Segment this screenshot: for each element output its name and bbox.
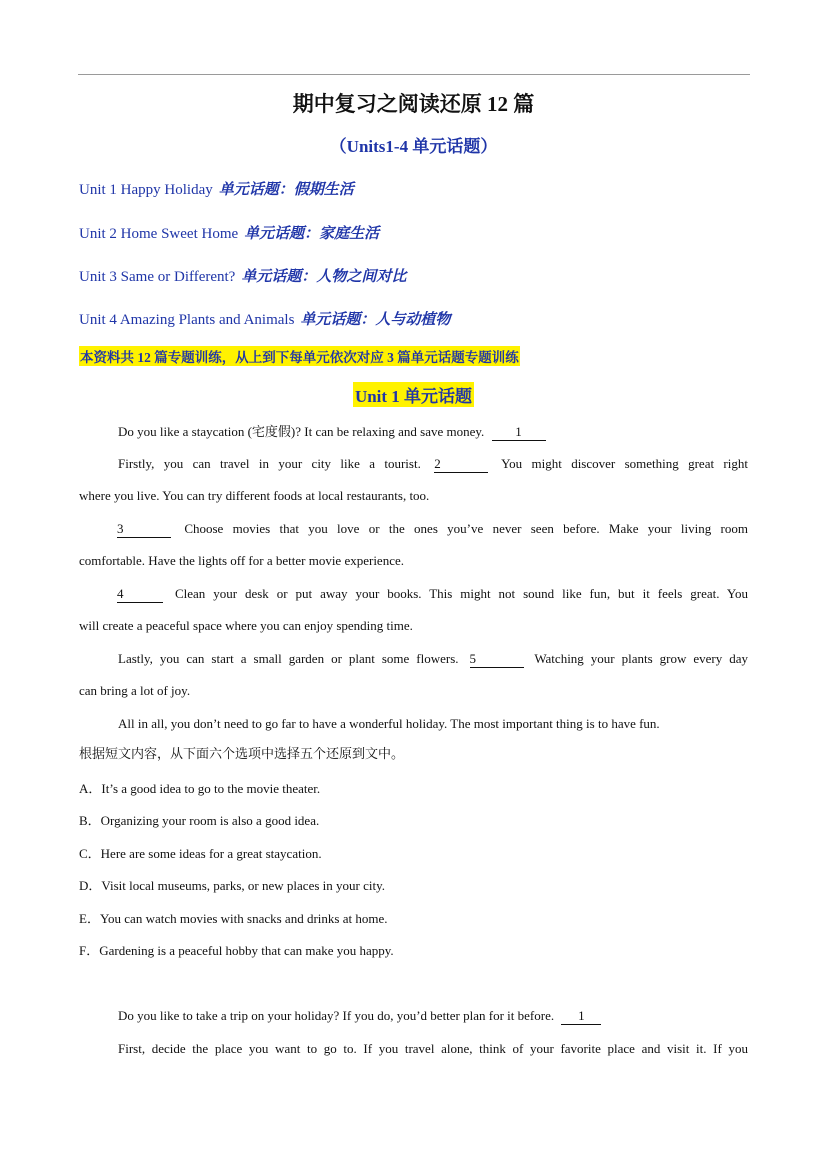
- passage1-line: All in all, you don’t need to go far to have a wonderful holiday. The most important thing is to have fun.: [118, 716, 660, 731]
- passage1-line: [118, 423, 748, 441]
- passage1-line: where you live. You can try different foods at local restaurants, too.: [79, 488, 430, 503]
- option-b: B．Organizing your room is also a good idea.: [79, 813, 320, 828]
- unit-label: Unit 1 Happy Holiday: [79, 182, 213, 198]
- unit-topic-text: 单元话题：人与动植物: [300, 312, 451, 328]
- blank-1: 1: [492, 424, 546, 441]
- unit-topic-text: 单元话题：人物之间对比: [241, 269, 407, 285]
- blank-3: 3: [117, 521, 171, 538]
- blank-4: 4: [117, 586, 163, 603]
- unit-topic-4: [79, 308, 450, 329]
- passage1-line: comfortable. Have the lights off for a better movie experience.: [79, 553, 404, 568]
- sentence: Firstly, you can travel in your city like a tourist.: [118, 456, 421, 471]
- header-rule: [78, 74, 750, 75]
- unit-label: Unit 3 Same or Different?: [79, 269, 236, 285]
- sentence: Do you like to take a trip on your holiday? If you do, you’d better plan for it before.: [118, 1008, 555, 1023]
- document-title: 期中复习之阅读还原 12 篇: [292, 92, 535, 116]
- section-heading: [0, 382, 827, 407]
- sentence: Lastly, you can start a small garden or plant some flowers.: [118, 651, 459, 666]
- unit-label: Unit 4 Amazing Plants and Animals: [79, 312, 295, 328]
- highlight-note: 本资料共 12 篇专题训练，从上到下每单元依次对应 3 篇单元话题专题训练: [79, 346, 520, 366]
- sentence: Clean your desk or put away your books. This might not sound like fun, but it feels great. You: [174, 586, 749, 601]
- sentence: Choose movies that you love or the ones you’ve never seen before. Make your living room: [184, 521, 748, 536]
- blank-5: 5: [470, 651, 524, 668]
- sentence: You might discover something great right: [501, 456, 748, 471]
- passage1-line: can bring a lot of joy.: [79, 683, 191, 698]
- passage1-line: will create a peaceful space where you can enjoy spending time.: [79, 618, 413, 633]
- passage2-line: First, decide the place you want to go to. If you travel alone, think of your favorite place and visit it. If you: [118, 1041, 748, 1056]
- passage1-line: [79, 585, 748, 603]
- unit-topic-text: 单元话题：假期生活: [218, 182, 354, 198]
- unit-label: Unit 2 Home Sweet Home: [79, 226, 239, 242]
- section-heading-text: Unit 1 单元话题: [353, 382, 474, 407]
- unit-topic-3: [79, 265, 406, 286]
- passage1-line: [118, 650, 748, 668]
- document-subtitle: （Units1-4 单元话题）: [329, 137, 498, 156]
- option-c: C．Here are some ideas for a great staycation.: [79, 846, 322, 861]
- sentence: Watching your plants grow every day: [534, 651, 749, 666]
- passage1-line: [79, 520, 748, 538]
- blank-1: 1: [561, 1008, 601, 1025]
- unit-topic-2: [79, 222, 379, 243]
- option-a: A．It’s a good idea to go to the movie theater.: [79, 781, 321, 796]
- passage1-line: [118, 455, 748, 473]
- passage2-line: [118, 1007, 748, 1025]
- unit-topic-1: [79, 178, 354, 199]
- sentence: Do you like a staycation (宅度假)? It can be relaxing and save money.: [118, 424, 485, 439]
- option-f: F．Gardening is a peaceful hobby that can make you happy.: [79, 943, 394, 958]
- instruction-line: 根据短文内容，从下面六个选项中选择五个还原到文中。: [79, 747, 405, 762]
- blank-2: 2: [434, 456, 488, 473]
- option-d: D．Visit local museums, parks, or new places in your city.: [79, 878, 385, 893]
- option-e: E．You can watch movies with snacks and drinks at home.: [79, 911, 388, 926]
- unit-topic-text: 单元话题：家庭生活: [244, 226, 380, 242]
